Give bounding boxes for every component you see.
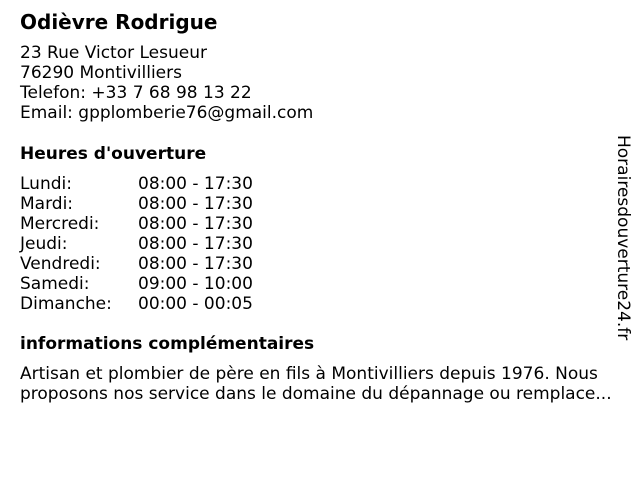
day-label: Mardi:	[20, 194, 74, 214]
day-label: Jeudi:	[20, 234, 68, 254]
hours-row-monday	[20, 174, 280, 194]
day-label: Samedi:	[20, 274, 90, 294]
day-label: Dimanche:	[20, 294, 112, 314]
hours-row-wednesday	[20, 214, 280, 234]
hours-row-friday	[20, 254, 280, 274]
contact-block	[20, 43, 313, 123]
address-street: 23 Rue Victor Lesueur	[20, 43, 207, 63]
time-range: 09:00 - 10:00	[138, 274, 253, 294]
email-address: Email: gpplomberie76@gmail.com	[20, 103, 314, 123]
hours-row-sunday	[20, 294, 280, 314]
phone-number: Telefon: +33 7 68 98 13 22	[20, 83, 252, 103]
hours-row-saturday	[20, 274, 280, 294]
info-description	[20, 364, 630, 404]
day-label: Mercredi:	[20, 214, 100, 234]
time-range: 00:00 - 00:05	[138, 294, 253, 314]
hours-heading: Heures d'ouverture	[20, 144, 207, 164]
info-line-1: Artisan et plombier de père en fils à Montivilliers depuis 1976. Nous	[20, 364, 598, 384]
time-range: 08:00 - 17:30	[138, 194, 253, 214]
address-city: 76290 Montivilliers	[20, 63, 182, 83]
info-line-2: proposons nos service dans le domaine du dépannage ou remplace...	[20, 384, 612, 404]
site-watermark: Horairesdouverture24.fr	[613, 135, 633, 341]
time-range: 08:00 - 17:30	[138, 174, 253, 194]
time-range: 08:00 - 17:30	[138, 234, 253, 254]
day-label: Vendredi:	[20, 254, 101, 274]
time-range: 08:00 - 17:30	[138, 214, 253, 234]
business-name: Odièvre Rodrigue	[20, 10, 218, 34]
hours-row-tuesday	[20, 194, 280, 214]
opening-hours-list	[20, 174, 280, 314]
info-heading: informations complémentaires	[20, 334, 315, 354]
day-label: Lundi:	[20, 174, 72, 194]
time-range: 08:00 - 17:30	[138, 254, 253, 274]
hours-row-thursday	[20, 234, 280, 254]
